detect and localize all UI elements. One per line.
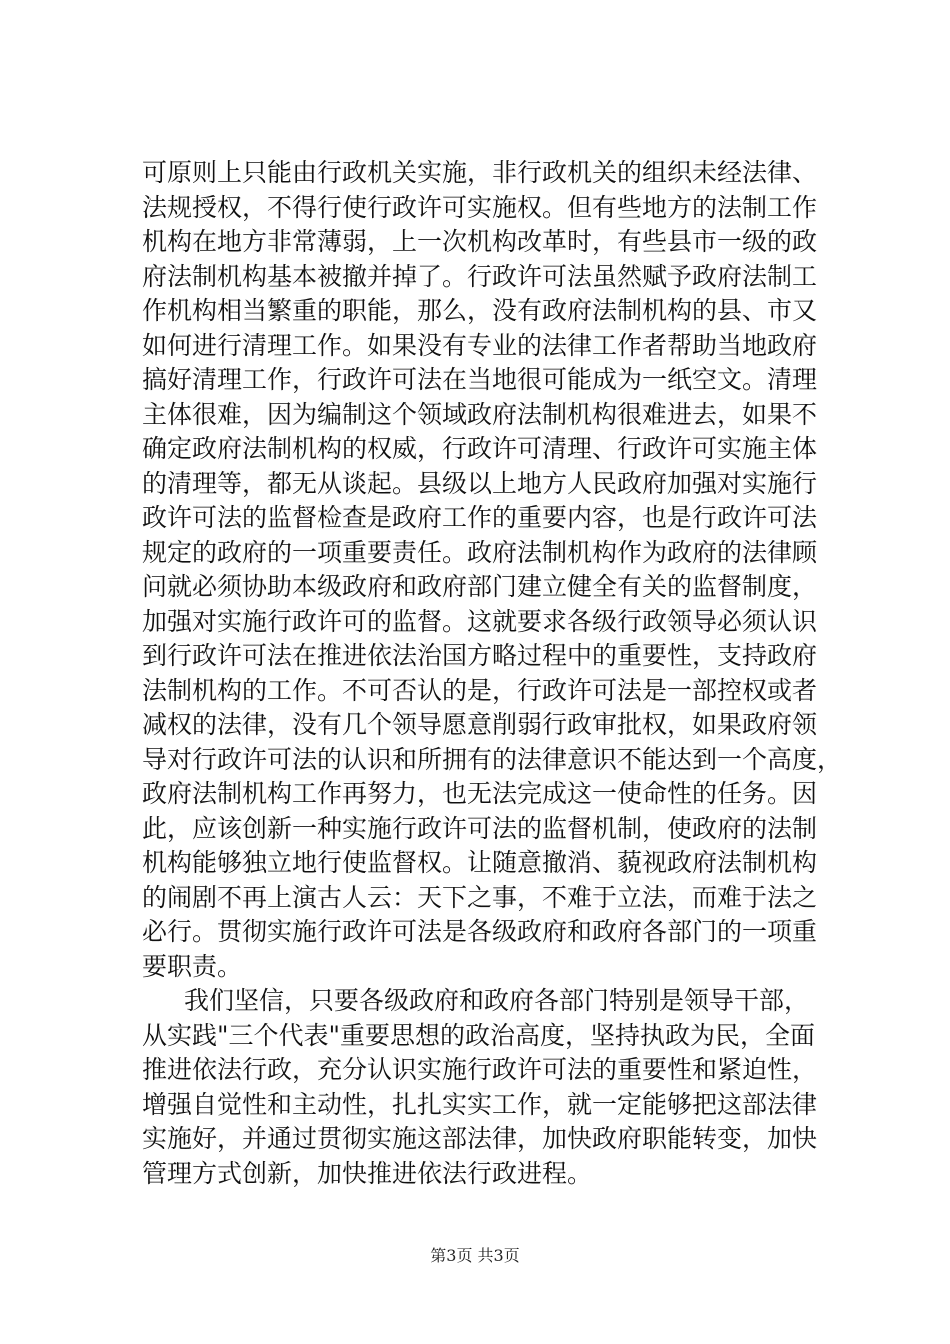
text-line: 可原则上只能由行政机关实施，非行政机关的组织未经法律、 — [142, 158, 818, 187]
paragraph — [142, 984, 842, 1191]
text-line: 实施好，并通过贯彻实施这部法律，加快政府职能转变，加快 — [142, 1124, 818, 1153]
text-line: 作机构相当繁重的职能，那么，没有政府法制机构的县、市又 — [142, 296, 818, 325]
text-line: 府法制机构基本被撤并掉了。行政许可法虽然赋予政府法制工 — [142, 261, 818, 291]
text-line: 我们坚信，只要各级政府和政府各部门特别是领导干部， — [184, 986, 810, 1015]
text-line: 要职责。 — [142, 951, 243, 981]
text-line: 的清理等，都无从谈起。县级以上地方人民政府加强对实施行 — [142, 468, 818, 498]
document-body — [142, 156, 842, 1191]
text-line: 机构能够独立地行使监督权。让随意撤消、藐视政府法制机构 — [142, 848, 818, 877]
text-line: 主体很难，因为编制这个领域政府法制机构很难进去，如果不 — [142, 399, 818, 429]
text-line: 此，应该创新一种实施行政许可法的监督机制，使政府的法制 — [142, 813, 818, 843]
text-line: 从实践"三个代表"重要思想的政治高度，坚持执政为民，全面 — [142, 1020, 816, 1050]
text-line: 机构在地方非常薄弱，上一次机构改革时，有些县市一级的政 — [142, 227, 818, 256]
text-line: 推进依法行政，充分认识实施行政许可法的重要性和紧迫性， — [142, 1055, 818, 1084]
text-line: 减权的法律，没有几个领导愿意削弱行政审批权，如果政府领 — [142, 710, 818, 739]
text-line: 问就必须协助本级政府和政府部门建立健全有关的监督制度， — [142, 572, 818, 601]
text-line: 政府法制机构工作再努力，也无法完成这一使命性的任务。因 — [142, 779, 818, 808]
text-line: 确定政府法制机构的权威，行政许可清理、行政许可实施主体 — [142, 434, 818, 463]
text-line: 增强自觉性和主动性，扎扎实实工作，就一定能够把这部法律 — [142, 1089, 818, 1119]
text-line: 搞好清理工作，行政许可法在当地很可能成为一纸空文。清理 — [142, 365, 818, 394]
text-line: 到行政许可法在推进依法治国方略过程中的重要性，支持政府 — [142, 641, 818, 670]
text-line: 管理方式创新，加快推进依法行政进程。 — [142, 1158, 593, 1188]
page-footer: 第3页 共3页 — [430, 1246, 520, 1265]
text-line: 必行。贯彻实施行政许可法是各级政府和政府各部门的一项重 — [142, 917, 818, 946]
text-line: 如何进行清理工作。如果没有专业的法律工作者帮助当地政府 — [142, 330, 818, 360]
text-line: 规定的政府的一项重要责任。政府法制机构作为政府的法律顾 — [142, 537, 818, 567]
text-line: 导对行政许可法的认识和所拥有的法律意识不能达到一个高度， — [142, 744, 843, 774]
text-line: 加强对实施行政许可的监督。这就要求各级行政领导必须认识 — [142, 606, 818, 636]
paragraph — [142, 156, 842, 984]
text-line: 的闹剧不再上演古人云：天下之事，不难于立法，而难于法之 — [142, 882, 818, 912]
text-line: 法制机构的工作。不可否认的是，行政许可法是一部控权或者 — [142, 675, 818, 705]
text-line: 政许可法的监督检查是政府工作的重要内容，也是行政许可法 — [142, 503, 818, 532]
text-line: 法规授权，不得行使行政许可实施权。但有些地方的法制工作 — [142, 192, 818, 222]
